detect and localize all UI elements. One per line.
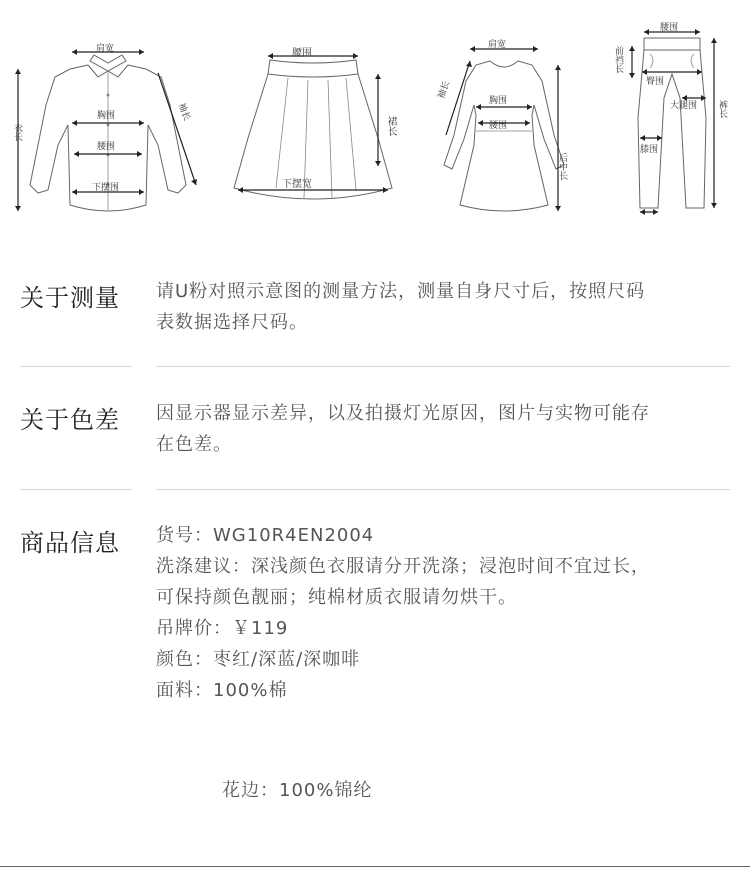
divider xyxy=(20,489,132,490)
wash-advice-line: 可保持颜色靓丽；纯棉材质衣服请勿烘干。 xyxy=(156,587,517,608)
pants-knee-label: 膝围 xyxy=(640,145,659,155)
sku-line: 货号：WG10R4EN2004 xyxy=(156,525,375,546)
skirt-diagram xyxy=(228,38,408,213)
shirt-length-label: 衣长 xyxy=(12,123,22,141)
pants-diagram xyxy=(608,18,728,218)
bottom-divider xyxy=(0,866,750,867)
divider xyxy=(156,489,730,490)
pants-length-label: 裤长 xyxy=(717,100,727,118)
dress-diagram xyxy=(432,35,572,220)
shirt-shoulder-label: 肩宽 xyxy=(96,44,115,54)
measure-text-line: 请U粉对照示意图的测量方法，测量自身尺寸后，按照尺码 xyxy=(156,281,646,302)
dress-sleeve-label: 袖长 xyxy=(436,79,453,101)
pants-hip-label: 臀围 xyxy=(646,77,665,87)
info-body xyxy=(156,520,736,706)
fabric-line: 面料：100%棉 xyxy=(156,680,288,701)
dress-waist-label: 腰围 xyxy=(489,121,508,131)
pants-waist-label: 腰围 xyxy=(660,23,679,33)
color-text-line: 在色差。 xyxy=(156,434,232,455)
measure-body xyxy=(156,276,736,338)
pants-rise-label: 前裆长 xyxy=(613,46,623,73)
color-body xyxy=(156,398,736,460)
skirt-length-label: 裙长 xyxy=(385,116,396,136)
color-options-line: 颜色：枣红/深蓝/深咖啡 xyxy=(156,649,361,670)
shirt-waist-label: 腰围 xyxy=(97,142,116,152)
measure-text-line: 表数据选择尺码。 xyxy=(156,312,308,333)
shirt-diagram xyxy=(10,35,200,215)
color-title: 关于色差 xyxy=(20,406,120,434)
pants-thigh-label: 大腿围 xyxy=(670,101,698,111)
lace-material-line: 花边：100%锦纶 xyxy=(222,780,373,801)
shirt-sleeve-label: 袖长 xyxy=(175,101,192,123)
pants-illustration xyxy=(608,18,728,218)
measurement-diagrams xyxy=(0,0,750,225)
tag-price-line: 吊牌价：￥119 xyxy=(156,618,289,639)
color-text-line: 因显示器显示差异，以及拍摄灯光原因，图片与实物可能存 xyxy=(156,403,650,424)
dress-shoulder-label: 肩宽 xyxy=(488,40,507,50)
dress-bust-label: 胸围 xyxy=(489,96,508,106)
shirt-hem-label: 下摆围 xyxy=(92,183,120,193)
measure-title: 关于测量 xyxy=(20,284,120,312)
dress-length-label: 后中长 xyxy=(557,153,567,180)
skirt-hem-label: 下摆宽 xyxy=(282,179,312,190)
skirt-illustration xyxy=(228,38,408,213)
skirt-waist-label: 腰围 xyxy=(292,48,312,59)
divider xyxy=(156,366,730,367)
divider xyxy=(20,366,132,367)
info-title: 商品信息 xyxy=(20,529,120,557)
shirt-bust-label: 胸围 xyxy=(97,111,116,121)
wash-advice-line: 洗涤建议：深浅颜色衣服请分开洗涤；浸泡时间不宜过长， xyxy=(156,556,650,577)
